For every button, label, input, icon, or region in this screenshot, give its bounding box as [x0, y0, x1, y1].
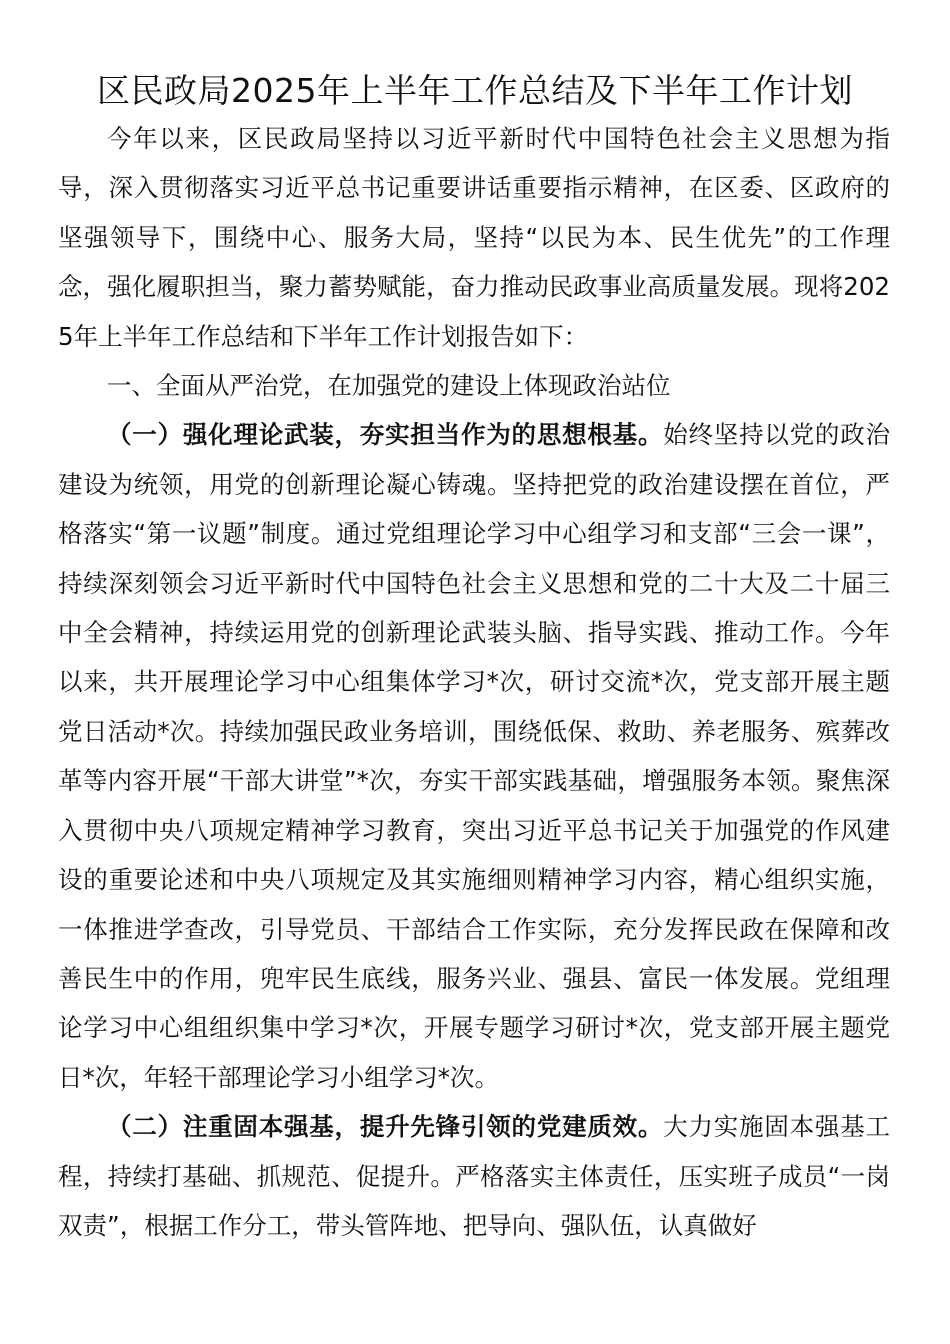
intro-paragraph: 今年以来，区民政局坚持以习近平新时代中国特色社会主义思想为指导，深入贯彻落实习近平总书记重要讲话重要指示精神，在区委、区政府的坚强领导下，围绕中心、服务大局，坚持“以民为本、民生优先”的工作理念，强化履职担当，聚力蓄势赋能，奋力推动民政事业高质量发展。现将2025年上半年工作总结和下半年工作计划报告如下： — [58, 124, 890, 351]
subsection-paragraph-2 — [58, 1102, 890, 1250]
subsection-lead-1: （一）强化理论武装，夯实担当作为的思想根基。 — [107, 420, 664, 450]
subsection-lead-2: （二）注重固本强基，提升先锋引领的党建质效。 — [107, 1112, 664, 1142]
subsection-body-2: 大力实施固本强基工程，持续打基础、抓规范、促提升。严格落实主体责任，压实班子成员“一岗双责”，根据工作分工，带头管阵地、把导向、强队伍，认真做好 — [58, 1112, 891, 1240]
subsection-paragraph-1 — [58, 410, 890, 1102]
subsection-body-1: 始终坚持以党的政治建设为统领，用党的创新理论凝心铸魂。坚持把党的政治建设摆在首位，严格落实“第一议题”制度。通过党组理论学习中心组学习和支部“三会一课”，持续深刻领会习近平新时代中国特色社会主义思想和党的二十大及二十届三中全会精神，持续运用党的创新理论武装头脑、指导实践、推动工作。今年以来，共开展理论学习中心组集体学习*次，研讨交流*次，党支部开展主题党日活动*次。持续加强民政业务培训，围绕低保、救助、养老服务、殡葬改革等内容开展“干部大讲堂”*次，夯实干部实践基础，增强服务本领。聚焦深入贯彻中央八项规定精神学习教育，突出习近平总书记关于加强党的作风建设的重要论述和中央八项规定及其实施细则精神学习内容，精心组织实施，一体推进学查改，引导党员、干部结合工作实际，充分发挥民政在保障和改善民生中的作用，兜牢民生底线，服务兴业、强县、富民一体发展。党组理论学习中心组组织集中学习*次，开展专题学习研讨*次，党支部开展主题党日*次，年轻干部理论学习小组学习*次。 — [58, 420, 891, 1092]
document-body — [58, 114, 890, 1250]
section-heading: 一、全面从严治党，在加强党的建设上体现政治站位 — [107, 371, 671, 401]
document-title: 区民政局2025年上半年工作总结及下半年工作计划 — [97, 71, 853, 110]
